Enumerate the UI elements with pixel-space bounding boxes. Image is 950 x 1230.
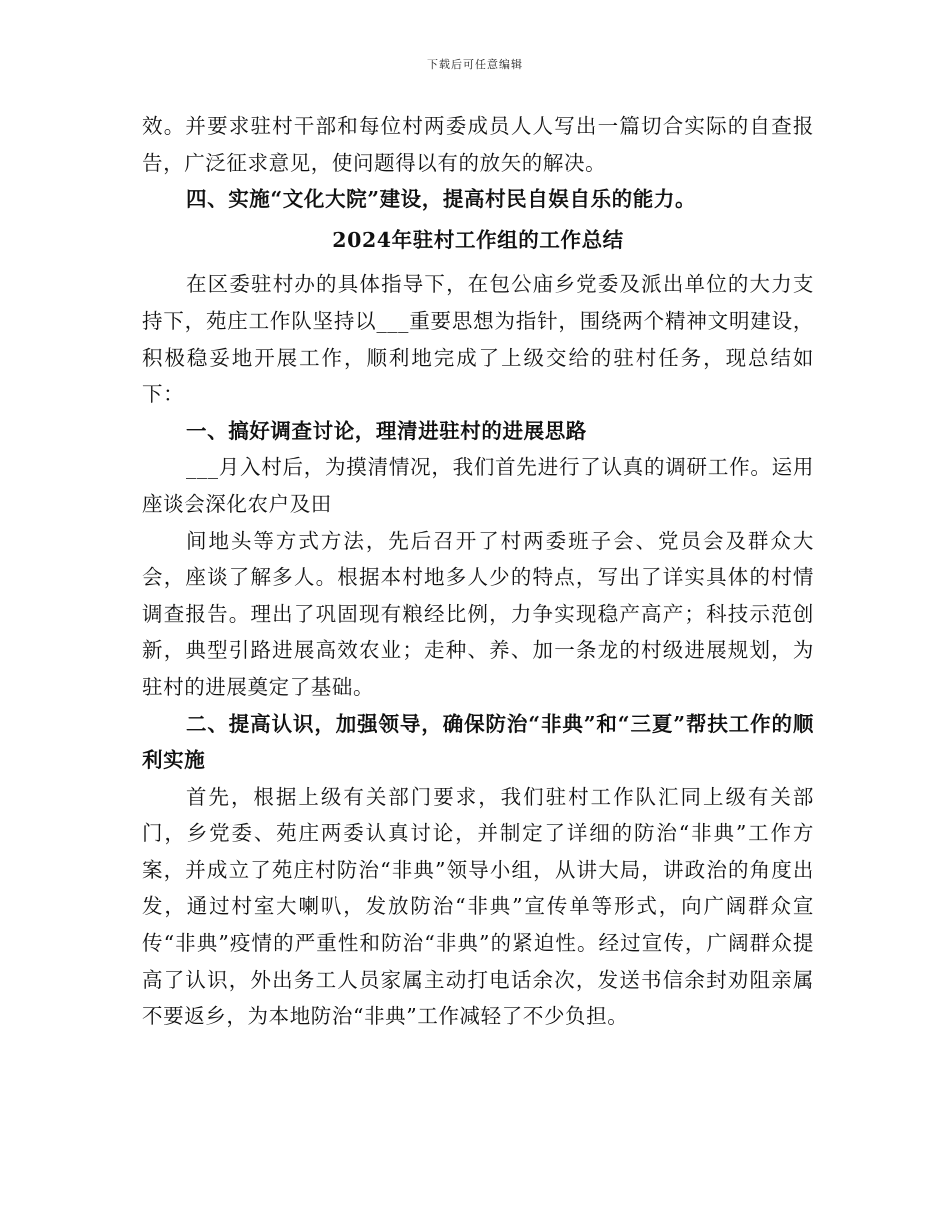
section-heading-four: 四、实施“文化大院”建设，提高村民自娱自乐的能力。 xyxy=(186,187,697,212)
paragraph-survey: ___月入村后，为摸清情况，我们首先进行了认真的调研工作。运用座谈会深化农户及田 xyxy=(142,455,814,516)
paragraph-continuation: 效。并要求驻村干部和每位村两委成员人人写出一篇切合实际的自查报告，广泛征求意见，使问题得以有的放矢的解决。 xyxy=(142,114,814,175)
paragraph-intro: 在区委驻村办的具体指导下，在包公庙乡党委及派出单位的大力支持下，苑庄工作队坚持以___重要思想为指针，围绕两个精神文明建设，积极稳妥地开展工作，顺利地完成了上级交给的驻村任务，现总结如下： xyxy=(142,272,814,407)
header-note: 下载后可任意编辑 xyxy=(427,58,523,71)
section-heading-one: 一、搞好调查讨论，理清进驻村的进展思路 xyxy=(186,418,587,443)
document-title: 2024年驻村工作组的工作总结 xyxy=(332,227,624,252)
document-body xyxy=(142,108,814,1035)
section-heading-two: 二、提高认识，加强领导，确保防治“非典”和“三夏”帮扶工作的顺利实施 xyxy=(142,711,814,773)
paragraph-survey-continued: 间地头等方式方法，先后召开了村两委班子会、党员会及群众大会，座谈了解多人。根据本村地多人少的特点，写出了详实具体的村情调查报告。理出了巩固现有粮经比例，力争实现稳产高产；科技示范创新，典型引路进展高效农业；走种、养、加一条龙的村级进展规划，为驻村的进展奠定了基础。 xyxy=(142,528,814,699)
paragraph-sars-prevention: 首先，根据上级有关部门要求，我们驻村工作队汇同上级有关部门，乡党委、苑庄两委认真讨论，并制定了详细的防治“非典”工作方案，并成立了苑庄村防治“非典”领导小组，从讲大局，讲政治的角度出发，通过村室大喇叭，发放防治“非典”宣传单等形式，向广阔群众宣传“非典”疫情的严重性和防治“非典”的紧迫性。经过宣传，广阔群众提高了认识，外出务工人员家属主动打电话余次，发送书信余封劝阻亲属不要返乡，为本地防治“非典”工作减轻了不少负担。 xyxy=(142,784,814,1029)
